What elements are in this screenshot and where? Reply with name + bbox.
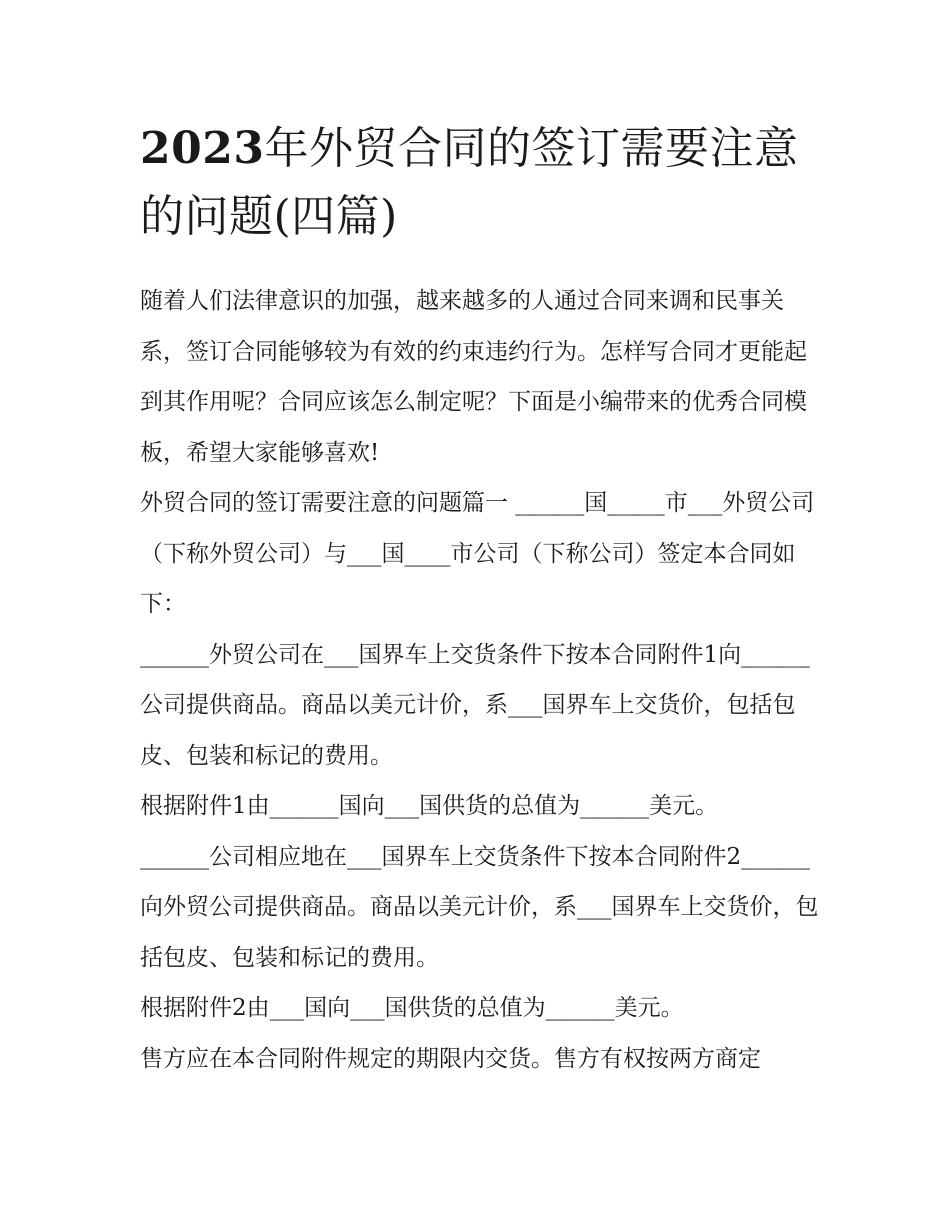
- paragraph-supply-annex1: ______外贸公司在___国界车上交货条件下按本合同附件1向______公司提供商品。商品以美元计价，系___国界车上交货价，包括包皮、包装和标记的费用。: [140, 641, 811, 769]
- paragraph-parties: 外贸合同的签订需要注意的问题篇一 ______国_____市___外贸公司（下称外贸公司）与___国____市公司（下称公司）签定本合同如下：: [140, 490, 815, 617]
- document-body: [140, 276, 820, 1084]
- title-year: 2023: [140, 123, 265, 174]
- document-title: [140, 115, 820, 251]
- paragraph-total-annex2: 根据附件2由___国向___国供货的总值为______美元。: [140, 995, 684, 1021]
- paragraph-total-annex1: 根据附件1由______国向___国供货的总值为______美元。: [140, 793, 719, 819]
- paragraph-delivery: 售方应在本合同附件规定的期限内交货。售方有权按两方商定: [140, 1045, 761, 1072]
- title-text: 年外贸合同的签订需要注意的问题(四篇): [140, 123, 799, 242]
- paragraph-supply-annex2: ______公司相应地在___国界车上交货条件下按本合同附件2______向外贸公司提供商品。商品以美元计价，系___国界车上交货价，包括包皮、包装和标记的费用。: [140, 843, 819, 971]
- paragraph-intro: 随着人们法律意识的加强，越来越多的人通过合同来调和民事关系，签订合同能够较为有效的约束违约行为。怎样写合同才更能起到其作用呢？合同应该怎么制定呢？下面是小编带来的优秀合同模板，希望大家能够喜欢!: [140, 288, 807, 466]
